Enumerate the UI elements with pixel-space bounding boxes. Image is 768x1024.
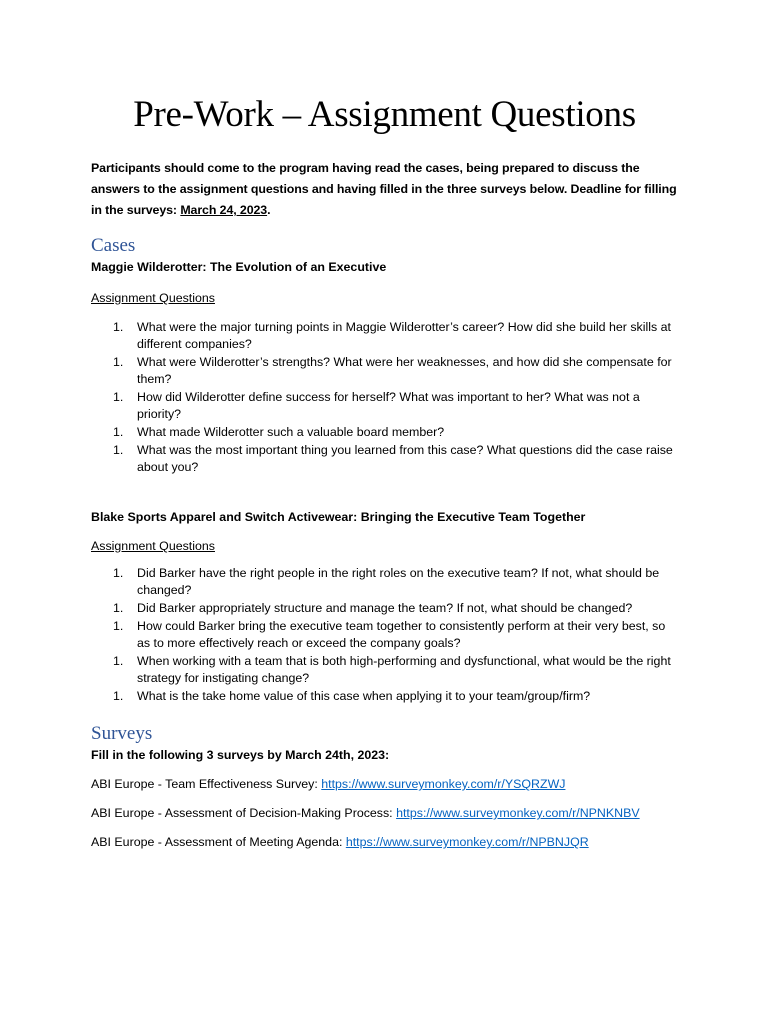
survey-link[interactable]: https://www.surveymonkey.com/r/NPBNJQR (345, 835, 589, 849)
question-text: What was the most important thing you learned from this case? What questions did the case raise about you? (137, 443, 673, 474)
list-item (91, 565, 678, 599)
question-text: When working with a team that is both high-performing and dysfunctional, what would be the right strategy for instigating change? (137, 654, 671, 685)
case1-question-list (91, 319, 678, 476)
list-number: 1. (113, 390, 124, 404)
list-number: 1. (113, 601, 124, 615)
question-text: Did Barker have the right people in the right roles on the executive team? If not, what should be changed? (137, 566, 660, 597)
list-item (91, 389, 678, 423)
case1-title: Maggie Wilderotter: The Evolution of an Executive (91, 260, 387, 274)
list-number: 1. (113, 425, 124, 439)
list-number: 1. (113, 320, 124, 334)
cases-heading: Cases (91, 235, 136, 256)
list-item (91, 319, 678, 353)
page-title: Pre-Work – Assignment Questions (133, 94, 636, 135)
list-item (91, 424, 678, 441)
surveys-heading: Surveys (91, 723, 153, 744)
survey-label: ABI Europe - Assessment of Meeting Agenda: (91, 835, 346, 849)
list-number: 1. (113, 689, 124, 703)
survey-link[interactable]: https://www.surveymonkey.com/r/YSQRZWJ (321, 777, 566, 791)
survey-item (91, 775, 678, 793)
case1-subheading: Assignment Questions (91, 291, 215, 305)
surveys-note: Fill in the following 3 surveys by March 24th, 2023: (91, 748, 390, 762)
intro-deadline: March 24, 2023 (180, 203, 268, 217)
case2-question-list (91, 565, 678, 705)
intro-end: . (267, 203, 271, 217)
survey-item (91, 804, 678, 822)
survey-label: ABI Europe - Assessment of Decision-Making Process: (91, 806, 397, 820)
list-item (91, 618, 678, 652)
survey-item (91, 833, 678, 851)
survey-link[interactable]: https://www.surveymonkey.com/r/NPNKNBV (396, 806, 640, 820)
intro-paragraph (91, 158, 678, 221)
list-number: 1. (113, 355, 124, 369)
list-item (91, 600, 678, 617)
list-item (91, 688, 678, 705)
case2-title: Blake Sports Apparel and Switch Activewear: Bringing the Executive Team Together (91, 510, 586, 524)
list-item (91, 653, 678, 687)
question-text: What were Wilderotter’s strengths? What were her weaknesses, and how did she compensate for them? (137, 355, 672, 386)
question-text: What were the major turning points in Maggie Wilderotter’s career? How did she build her skills at different companies? (137, 320, 671, 351)
list-number: 1. (113, 566, 124, 580)
list-item (91, 442, 678, 476)
question-text: What made Wilderotter such a valuable board member? (137, 425, 445, 439)
question-text: How could Barker bring the executive team together to consistently perform at their very best, so as to more effectively reach or exceed the company goals? (137, 619, 666, 650)
list-number: 1. (113, 619, 124, 633)
question-text: What is the take home value of this case when applying it to your team/group/firm? (137, 689, 591, 703)
survey-label: ABI Europe - Team Effectiveness Survey: (91, 777, 322, 791)
list-number: 1. (113, 443, 124, 457)
question-text: Did Barker appropriately structure and manage the team? If not, what should be changed? (137, 601, 633, 615)
intro-text: Participants should come to the program having read the cases, being prepared to discuss the answers to the assignment questions and having filled in the three surveys below. Deadline for filling in the surveys: (91, 161, 677, 217)
list-number: 1. (113, 654, 124, 668)
case2-subheading: Assignment Questions (91, 539, 215, 553)
question-text: How did Wilderotter define success for herself? What was important to her? What was not a priority? (137, 390, 640, 421)
list-item (91, 354, 678, 388)
